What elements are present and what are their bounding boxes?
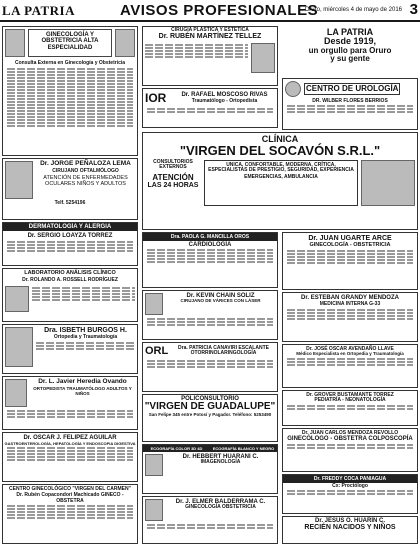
ad-title: Dr. JUAN CARLOS MENDOZA REVOLLO xyxy=(301,430,399,436)
ad-title: Dr. JOSÉ OSCAR AVENDAÑO LLAVE xyxy=(306,346,394,352)
ad-title: LABORATORIO ANÁLISIS CLÍNICO xyxy=(24,270,116,276)
orl-logo: ORL xyxy=(145,345,169,357)
slogan-line-2: Desde 1919, xyxy=(323,36,377,47)
ad-subtitle: Dr. Rubén Copacondori Machicado GINECO - OBSTETRA xyxy=(16,492,124,504)
ad-gynecology-ugarte xyxy=(282,232,418,290)
ad-traumatology-ior xyxy=(142,88,278,128)
ad-subtitle: GINECOLOGÍA OBSTETRICIA xyxy=(185,504,256,511)
ad-subtitle: GINECÓLOGO - OBSTETRA COLPOSCOPÍA xyxy=(287,436,413,443)
logo-image xyxy=(5,29,25,57)
doctor-name: Dr. ROLANDO A. ROSSELL RODRÍGUEZ xyxy=(22,276,118,283)
ad-tag-color: ECOGRAFÍA COLOR 3D 4D xyxy=(143,445,210,452)
ad-title: Dr. L. Javier Heredia Ovando xyxy=(38,378,127,385)
section-title: AVISOS PROFESIONALES xyxy=(120,2,319,19)
page-number: 3 xyxy=(409,1,418,18)
ad-tag-bw: ECOGRAFÍA BLANCO Y NEGRO xyxy=(210,445,277,452)
ad-label: POLICONSULTORIO xyxy=(181,396,239,402)
ad-address: San Felipe 345 entre Potosí y Pagador. Teléfono: 5253490 xyxy=(148,411,272,417)
ad-gastro xyxy=(2,432,138,482)
clinic-photo xyxy=(361,160,415,206)
ad-gyneco-center xyxy=(2,484,138,544)
ad-subtitle: PEDIATRÍA - NEONATOLOGÍA xyxy=(314,397,386,404)
ad-subtitle: Traumatólogo - Ortopedista xyxy=(191,97,258,104)
ad-title: Dr. JORGE PEÑALOZA LEMA xyxy=(40,160,131,167)
issue-date: Oruro, miércoles 4 de mayo de 2016 xyxy=(304,7,402,13)
ad-title: CENTRO GINECOLÓGICO "VIRGEN DEL CARMEN" xyxy=(9,486,131,492)
ad-subtitle: DR. WILBER FLORES BERRIOS xyxy=(312,98,388,104)
ad-neonatology xyxy=(282,516,418,544)
ad-title: Dr. GROVER BUSTAMANTE TORREZ xyxy=(306,392,394,398)
ad-title: Dr. OSCAR J. FELIPEZ AGUILAR xyxy=(23,435,117,441)
doctor-photo xyxy=(115,29,135,57)
doctor-photo xyxy=(5,379,27,407)
doctor-photo xyxy=(251,43,275,73)
ad-orl xyxy=(142,342,278,392)
ad-subtitle: Ortopedia y Traumatología xyxy=(53,334,118,341)
phone-number: Telf. 5254196 xyxy=(54,200,86,206)
ior-logo: IOR xyxy=(145,91,167,105)
ad-title: Dr. KEVIN CHAIN SOLIZ xyxy=(186,293,255,299)
ad-subtitle: Consulta Externa en Ginecología y Obstetricia xyxy=(14,60,126,66)
ad-laboratory xyxy=(2,268,138,322)
clinic-label: CLÍNICA xyxy=(261,134,299,144)
doctor-name: Dr. SERGIO LOAYZA TORREZ xyxy=(27,233,113,239)
ad-title: Dr. ESTEBAN GRANDY MENDOZA xyxy=(301,295,399,301)
ad-policonsultorio xyxy=(142,394,278,442)
ad-title: Dr. JUAN UGARTE ARCE xyxy=(308,235,392,242)
ad-plastic-surgery xyxy=(142,26,278,86)
newspaper-name: LA PATRIA xyxy=(2,3,75,18)
ad-subtitle: CIRUJANO OFTALMÓLOGO xyxy=(52,167,119,174)
ad-ultrasound xyxy=(142,444,278,494)
ad-title: Dra. PAOLA G. MANCILLA OROS xyxy=(143,233,277,241)
ad-subtitle: RECIÉN NACIDOS Y NIÑOS xyxy=(304,524,396,532)
ad-subtitle: Médico Especialista en Ortopedia y Traumatología xyxy=(296,351,404,357)
doctor-photo xyxy=(5,161,33,199)
ad-title: CENTRO DE UROLOGÍA xyxy=(304,83,400,95)
page-header xyxy=(0,0,420,22)
ad-internal-medicine xyxy=(282,292,418,342)
ad-orthopedics-burgos xyxy=(2,324,138,374)
ad-title: Dra. PATRICIA CANAVIRI ESCALANTE xyxy=(178,344,269,351)
ad-proctology xyxy=(282,474,418,514)
slogan-line-3: un orgullo para Oruro xyxy=(308,45,392,55)
ad-gynecology xyxy=(2,26,138,156)
slogan-line-1: LA PATRIA xyxy=(326,27,374,37)
ad-subtitle: IMAGENOLOGÍA xyxy=(200,459,241,466)
ad-pediatrics xyxy=(282,390,418,426)
ad-vascular xyxy=(142,290,278,340)
ad-title: Dr. J. ELMER BALDERRAMA C. xyxy=(175,499,266,505)
ad-title: Dr. RAFAEL MOSCOSO RIVAS xyxy=(181,92,268,99)
ad-subtitle: GASTROENTEROLOGÍA, HEPATOLOGÍA Y ENDOSCOPIA DIGESTIVA xyxy=(4,441,136,447)
ad-title: Dr. FREDDY COCA PANIAGUA xyxy=(283,475,417,483)
ad-title: "VIRGEN DE GUADALUPE" xyxy=(144,401,276,413)
ad-subtitle: GINECOLOGÍA - OBSTETRICIA xyxy=(309,242,391,249)
slogan-line-4: y su gente xyxy=(330,54,370,64)
doctor-photo xyxy=(145,454,163,476)
doctor-photo xyxy=(145,499,163,521)
ad-subtitle: CIRUJANO DE VÁRICES CON LÁSER xyxy=(180,298,261,304)
ad-cardiology xyxy=(142,232,278,288)
ad-subtitle: CIRUGÍA PLÁSTICA Y ESTÉTICA xyxy=(171,27,249,33)
ad-la-patria xyxy=(282,26,418,76)
ad-gynecology-mendoza xyxy=(282,428,418,472)
ad-subtitle: MEDICINA INTERNA G-33 xyxy=(319,301,381,308)
ad-title: Dra. ISBETH BURGOS H. xyxy=(44,327,127,334)
ad-orthopedics-heredia xyxy=(2,376,138,430)
ad-orthopedics-avendano xyxy=(282,344,418,388)
ad-subtitle: OTORRINOLARINGOLOGÍA xyxy=(190,350,257,356)
ad-clinic-socavon: CLÍNICA "VIRGEN DEL SOCAVÓN S.R.L." CONSULTORIOS EXTERNOS ATENCIÓN LAS 24 HORAS UNICA, CONFORTABLE, MODERNA, CRÍTICA, ESPECIALISTAS DE PRESTIGIO, SEGURIDAD, EXPERIENCIA EMERGENCIAS, AMBULANCIA xyxy=(142,132,418,230)
ad-title: Dr. JESÚS O. HUARÍN C. xyxy=(314,518,385,524)
ad-subtitle: CARDIOLOGÍA xyxy=(188,242,232,248)
ad-title: DERMATOLOGÍA Y ALERGIA xyxy=(3,223,137,231)
doctor-photo xyxy=(5,286,29,312)
ad-subtitle: Cx: Proctólogo xyxy=(332,483,368,489)
ad-dermatology xyxy=(2,222,138,266)
ad-title: Dr. HEBBERT HUARANI C. xyxy=(182,454,259,460)
ad-ophthalmology: Dr. JORGE PEÑALOZA LEMA CIRUJANO OFTALMÓLOGO ATENCIÓN DE ENFERMEDADES OCULARES NIÑOS Y ADULTOS Telf. 5254196 xyxy=(2,158,138,220)
ad-subtitle: ORTOPEDISTA TRAUMATÓLOGO ADULTOS Y NIÑOS xyxy=(33,385,132,396)
clinic-name: "VIRGEN DEL SOCAVÓN S.R.L." xyxy=(179,143,381,159)
ad-title: Dr. RUBÉN MARTÍNEZ TELLEZ xyxy=(158,33,262,41)
ad-urology xyxy=(282,78,418,130)
ad-title: GINECOLOGÍA Y OBSTETRICIA ALTA ESPECIALIDAD xyxy=(41,32,99,51)
doctor-photo xyxy=(5,327,33,367)
logo-image xyxy=(285,81,301,97)
doctor-photo xyxy=(145,293,163,315)
ad-gynecology-balderrama xyxy=(142,496,278,544)
